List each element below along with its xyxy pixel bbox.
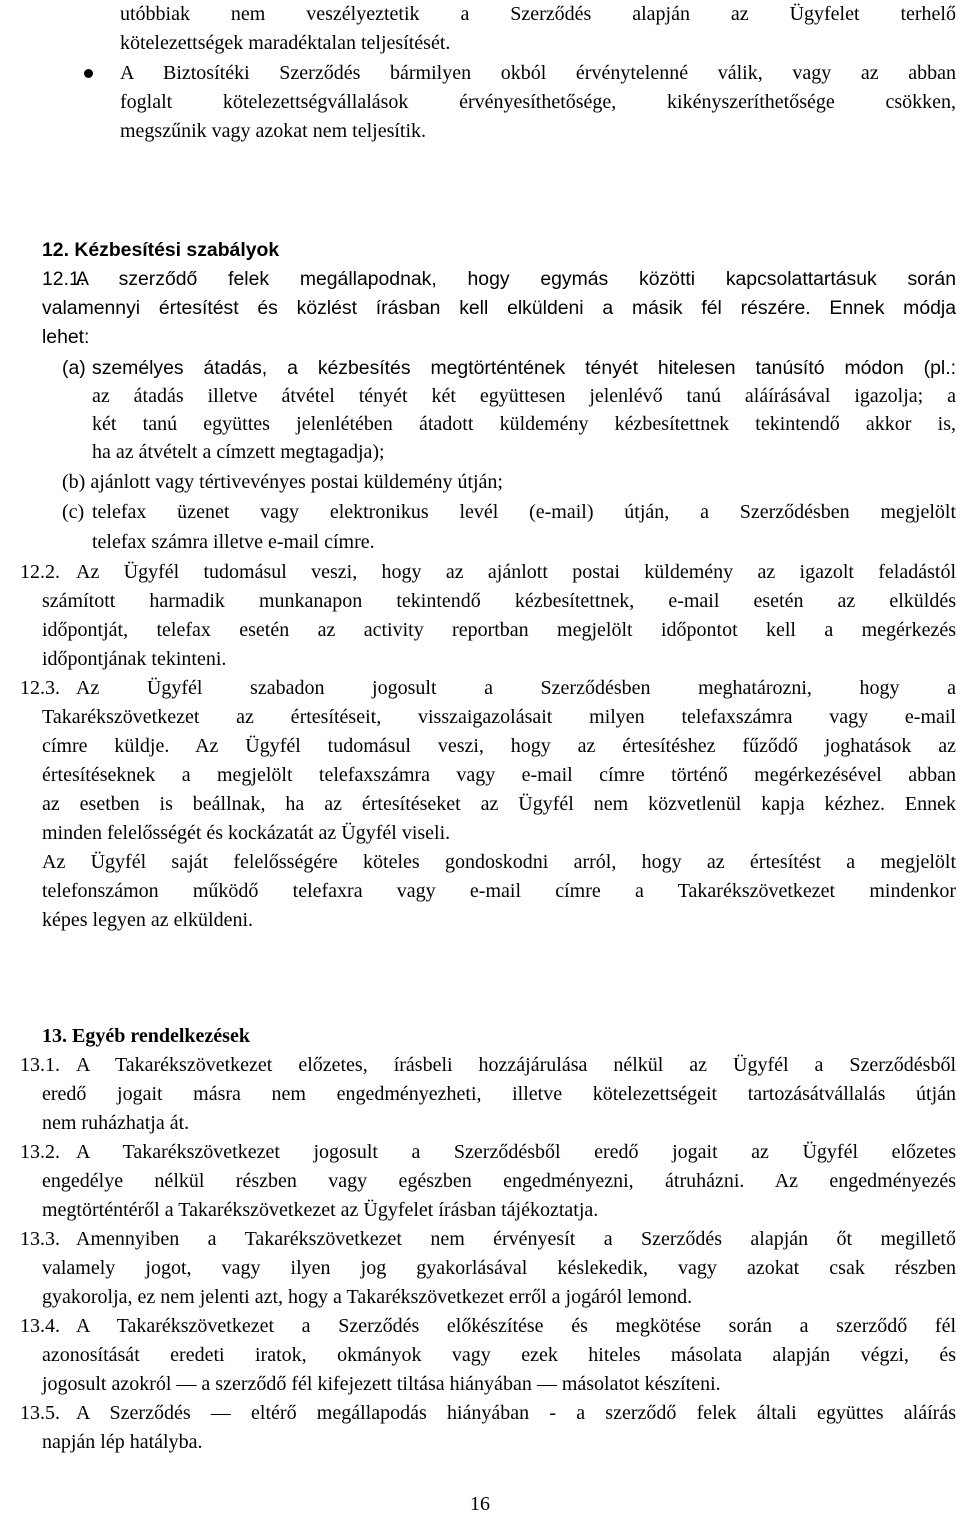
text-line: kötelezettségek maradéktalan teljesítését. bbox=[120, 32, 451, 54]
item-label: (a) bbox=[62, 357, 86, 379]
paragraph-number: 13.2. bbox=[20, 1141, 60, 1163]
text-line: A Takarékszövetkezet előzetes, írásbeli hozzájárulása nélkül az Ügyfél a Szerződésből bbox=[76, 1054, 956, 1076]
text-line: címre küldje. Az Ügyfél tudomásul veszi, hogy az értesítéshez fűződő joghatások az bbox=[42, 735, 956, 757]
text-line: azonosítását eredeti iratok, okmányok vagy ezek hiteles másolata alapján végzi, és bbox=[42, 1344, 956, 1366]
item-label: (c) bbox=[62, 501, 85, 523]
text-line: A Biztosítéki Szerződés bármilyen okból érvénytelenné válik, vagy az abban bbox=[120, 62, 956, 84]
text-line: telefax üzenet vagy elektronikus levél (e-mail) útján, a Szerződésben megjelölt bbox=[92, 501, 956, 523]
text-line: A Takarékszövetkezet jogosult a Szerződésből eredő jogait az Ügyfél előzetes bbox=[76, 1141, 956, 1163]
section-heading: 13. Egyéb rendelkezések bbox=[42, 1025, 250, 1047]
text-line: telefonszámon működő telefaxra vagy e-mail címre a Takarékszövetkezet mindenkor bbox=[42, 880, 956, 902]
bullet-icon bbox=[84, 69, 93, 78]
text-line: az esetben is beállnak, ha az értesítéseket az Ügyfél nem közvetlenül kapja kézhez. Ennek bbox=[42, 793, 956, 815]
section-heading: 12. Kézbesítési szabályok bbox=[42, 239, 280, 261]
paragraph-number: 12.2. bbox=[20, 561, 60, 583]
text-line: minden felelősségét és kockázatát az Ügyfél viseli. bbox=[42, 822, 451, 844]
text-line: foglalt kötelezettségvállalások érvényesíthetősége, kikényszeríthetősége csökken, bbox=[120, 91, 956, 113]
page-number: 16 bbox=[470, 1493, 490, 1515]
paragraph-number: 13.4. bbox=[20, 1315, 60, 1337]
text-line: értesítéseknek a megjelölt telefaxszámra vagy e-mail címre történő megérkezésével abban bbox=[42, 764, 956, 786]
text-line: engedélye nélkül részben vagy egészben engedményezni, átruházni. Az engedményezés bbox=[42, 1170, 956, 1192]
text-line: valamennyi értesítést és közlést írásban kell elküldeni a másik fél részére. Ennek módja bbox=[42, 297, 956, 319]
text-line: Az Ügyfél szabadon jogosult a Szerződésben meghatározni, hogy a bbox=[76, 677, 956, 699]
paragraph-number: 13.3. bbox=[20, 1228, 60, 1250]
text-line: A szerződő felek megállapodnak, hogy egymás közötti kapcsolattartásuk során bbox=[76, 268, 956, 290]
paragraph-number: 13.5. bbox=[20, 1402, 60, 1424]
text-line: számított harmadik munkanapon tekintendő kézbesítettnek, e-mail esetén az elküldés bbox=[42, 590, 956, 612]
text-line: valamely jogot, vagy ilyen jog gyakorlásával késlekedik, vagy azokat csak részben bbox=[42, 1257, 956, 1279]
text-line: jogosult azokról — a szerződő fél kifejezett tiltása hiányában — másolatot készíteni. bbox=[42, 1373, 721, 1395]
text-line: Az Ügyfél saját felelősségére köteles gondoskodni arról, hogy az értesítést a megjelölt bbox=[42, 851, 956, 873]
text-line: megszűnik vagy azokat nem teljesítik. bbox=[120, 120, 427, 142]
paragraph-number: 13.1. bbox=[20, 1054, 60, 1076]
text-line: két tanú együttes jelenlétében átadott küldemény kézbesítettnek tekintendő akkor is, bbox=[92, 413, 956, 435]
text-line: A Szerződés — eltérő megállapodás hiányában - a szerződő felek általi együttes aláírás bbox=[76, 1402, 956, 1424]
text-line: Amennyiben a Takarékszövetkezet nem érvényesít a Szerződés alapján őt megillető bbox=[76, 1228, 956, 1250]
text-line: nem ruházhatja át. bbox=[42, 1112, 190, 1134]
text-line: (b) ajánlott vagy tértivevényes postai küldemény útján; bbox=[62, 471, 503, 493]
text-line: az átadás illetve átvétel tényét két együttesen jelenlévő tanú aláírásával igazolja; a bbox=[92, 385, 956, 407]
text-line: A Takarékszövetkezet a Szerződés előkészítése és megkötése során a szerződő fél bbox=[76, 1315, 956, 1337]
text-line: lehet: bbox=[42, 326, 90, 348]
text-line: utóbbiak nem veszélyeztetik a Szerződés alapján az Ügyfelet terhelő bbox=[120, 3, 956, 25]
text-line: gyakorolja, ez nem jelenti azt, hogy a Takarékszövetkezet erről a jogáról lemond. bbox=[42, 1286, 693, 1308]
paragraph-number: 12.3. bbox=[20, 677, 60, 699]
text-line: Takarékszövetkezet az értesítéseit, visszaigazolásait milyen telefaxszámra vagy e-mail bbox=[42, 706, 956, 728]
text-line: eredő jogait másra nem engedményezheti, illetve kötelezettségeit tartozásátvállalás útján bbox=[42, 1083, 956, 1105]
text-line: személyes átadás, a kézbesítés megtörténtének tényét hitelesen tanúsító módon (pl.: bbox=[92, 357, 956, 379]
text-line: napján lép hatályba. bbox=[42, 1431, 203, 1453]
text-line: megtörténtéről a Takarékszövetkezet az Ügyfelet írásban tájékoztatja. bbox=[42, 1199, 599, 1221]
paragraph-number: 12.1. bbox=[42, 268, 86, 290]
text-line: Az Ügyfél tudomásul veszi, hogy az ajánlott postai küldemény az igazolt feladástól bbox=[76, 561, 956, 583]
text-line: ha az átvételt a címzett megtagadja); bbox=[92, 441, 385, 463]
text-line: telefax számra illetve e-mail címre. bbox=[92, 531, 375, 553]
text-line: időpontját, telefax esetén az activity reportban megjelölt időpontot kell a megérkezés bbox=[42, 619, 956, 641]
text-line: időpontjának tekinteni. bbox=[42, 648, 227, 670]
text-line: képes legyen az elküldeni. bbox=[42, 909, 254, 931]
